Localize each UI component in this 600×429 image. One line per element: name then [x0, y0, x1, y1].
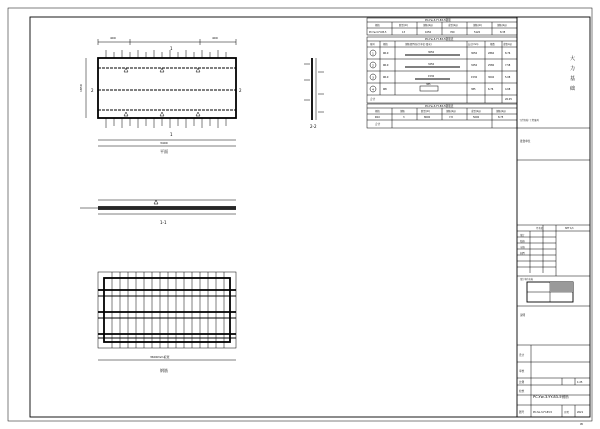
table-1-cell: 1050 [425, 31, 432, 34]
table-1-cell: 5120 [474, 31, 481, 34]
vertical-title-char: 基 [570, 76, 576, 82]
table-3-cell: Φ10 [375, 116, 380, 119]
section-1-1 [80, 200, 236, 225]
plan-dim-right: 400 [212, 36, 218, 40]
table-2-header: 规格 [383, 43, 388, 46]
table-2-cell: 1530 [428, 75, 435, 78]
review-label: 审核 [520, 246, 525, 249]
table-3-total-label: 合计 [375, 123, 381, 126]
table-2-cell: Φ10 [383, 64, 389, 67]
table-1-cell: 13 [402, 31, 406, 34]
drawing-code: PC-Yw-3-YY-83-5钢筋 [533, 395, 569, 399]
table-2-cell: 2 [372, 63, 374, 68]
table-1-header: 规格 [375, 24, 380, 27]
table-3-cell: 3 [403, 116, 405, 119]
plan-view-label: 平面 [160, 149, 168, 154]
table-2-cell: 3250 [471, 64, 478, 67]
table-1-cell: 760 [450, 31, 455, 34]
vertical-title-char: 大 [570, 56, 576, 62]
table-3-header: 钢筋(kg) [496, 110, 506, 113]
vertical-title-char: 础 [570, 86, 576, 92]
table-2-cell: 3050 [428, 51, 435, 54]
table-footnote: 工程名称 工程编号 [519, 119, 539, 122]
table-3-header: 数量(m) [421, 110, 430, 113]
section-mark-1-bottom: 1 [170, 132, 173, 137]
table-2-header: 根数 [490, 43, 495, 46]
rebar-plan-label: 钢筋 [160, 368, 168, 373]
table-2-cell: Φ8 [383, 88, 387, 91]
section-mark-2-left: 2 [91, 88, 94, 93]
title-block [517, 17, 590, 417]
rebar-plan [98, 272, 236, 373]
title-block-label: 设计 [519, 354, 525, 357]
vertical-title-char: 力 [570, 66, 576, 72]
section-2-2-label: 2-2 [310, 124, 317, 129]
table-2-cell: 5.08 [505, 76, 511, 79]
section-mark-1-top: 1 [170, 46, 173, 51]
table-3-header: 钢筋 [400, 110, 405, 113]
table-2-cell: 4 [372, 87, 374, 92]
sheet-value: PC-Yw-3-YY-83-5 [533, 411, 552, 414]
note-label: 说明 [520, 314, 526, 317]
sheet-label: 图号 [519, 411, 525, 414]
table-2-cell: 6.76 [488, 88, 494, 91]
table-1 [367, 18, 517, 35]
title-block-label: 校核 [519, 390, 525, 393]
table-2-cell: 2580 [488, 64, 495, 67]
scale-label: 比例 [519, 381, 525, 384]
table-1-cell: 8.35 [500, 31, 506, 34]
design-label: 设计 [520, 234, 525, 237]
table-2-cell: 385 [471, 88, 476, 91]
table-1-header: 数量(m) [399, 24, 408, 27]
plan-outline [98, 58, 236, 118]
section-2-2 [304, 58, 324, 129]
table-3-title: PC-Yw-3-YY-83-5钢筋表 [425, 105, 454, 108]
table-3-header: 钢筋(kg) [446, 110, 456, 113]
table-3 [367, 104, 517, 128]
date-value: 2021 [577, 411, 584, 414]
table-2-cell: Φ10 [383, 52, 389, 55]
table-2-cell: 1530 [471, 76, 478, 79]
table-2-cell: 3040 [488, 76, 495, 79]
table-2-cell: 2860 [488, 52, 495, 55]
drawn-label: 制图 [520, 252, 525, 255]
table-2-cell: 385 [426, 83, 431, 86]
table-2-header: 长度(mm) [468, 43, 479, 46]
table-2-cell: 7.58 [505, 64, 511, 67]
table-3-cell: 7.8 [449, 116, 453, 119]
table-1-header: 重量(kg) [448, 24, 458, 27]
table-3-header: 规格 [375, 110, 380, 113]
page-mark: W [580, 422, 583, 426]
table-2 [367, 37, 517, 103]
table-1-header: 钢筋(m) [473, 24, 482, 27]
plan-view [79, 36, 242, 154]
plan-dim-width: 3400 [160, 141, 168, 145]
table-2-header: 重量(kg) [503, 43, 512, 46]
table-1-header: 钢筋(kg) [423, 24, 433, 27]
outer-border [8, 8, 592, 421]
table-2-cell: 4.68 [505, 88, 511, 91]
side-code: SHT 1/1 [565, 227, 574, 230]
date-label: 日期 [564, 411, 569, 414]
table-2-title: PC-Yw-3-YY-83-5钢筋表 [425, 38, 454, 41]
table-2-cell: 3 [372, 75, 374, 80]
table-2-total-label: 合计 [370, 98, 376, 101]
table-3-cell: 8000 [424, 116, 431, 119]
approval-text: 批准单位 [520, 140, 531, 143]
table-2-cell: Φ10 [383, 76, 389, 79]
table-2-cell: 8.76 [505, 52, 511, 55]
table-3-cell: 8.75 [498, 116, 504, 119]
table-3-header: 重量(kg) [471, 110, 481, 113]
rebar-dim-width: 3600mm板宽 [150, 355, 170, 359]
table-2-cell: 3050 [471, 52, 478, 55]
section-mark-2-right: 2 [239, 88, 242, 93]
stamp-label: 签名栏 [536, 227, 544, 230]
check-label: 校核 [520, 240, 525, 243]
table-2-header: 钢筋简图(标注单位:毫米) [405, 43, 432, 46]
table-2-cell: 1 [372, 51, 374, 56]
table-2-cell: 3250 [428, 63, 435, 66]
table-2-total-value: 26.05 [505, 98, 512, 101]
scale-value: 1:25 [577, 381, 583, 384]
table-1-title: PC-Yw-3-YY-83-5钢筋 [425, 19, 451, 22]
title-block-label: 审核 [519, 370, 525, 373]
plan-dim-left: 400 [110, 36, 116, 40]
table-1-cell: PC-Yw-3-YY-83-5 [369, 31, 387, 34]
key-plan-note: 设计单位名称 [520, 278, 534, 281]
table-2-header: 编号 [370, 43, 375, 46]
section-1-1-label: 1-1 [160, 220, 167, 225]
plan-dim-height: 1850 [79, 84, 83, 92]
table-1-header: 钢筋(kg) [497, 24, 507, 27]
table-3-cell: 5000 [473, 116, 480, 119]
